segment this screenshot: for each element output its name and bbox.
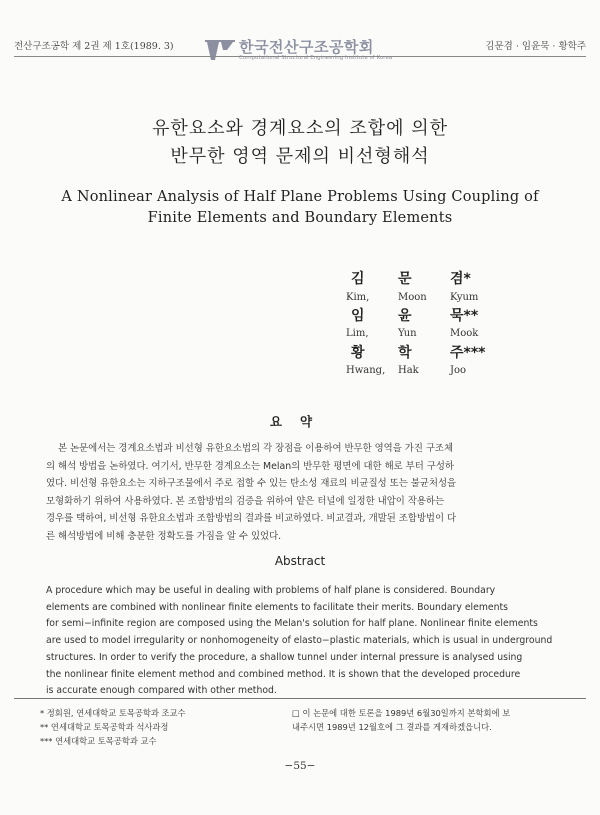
summary-line: 의 해석 방법을 논하였다. 여기서, 반무한 경계요소는 Melan의 반무한 평면에 대한 해로 부터 구성하 — [46, 460, 454, 472]
footnote-divider — [14, 698, 586, 699]
summary-line: 모형화하기 위하여 사용하였다. 본 조합방법의 검증을 위하여 얕은 터널에 일정한 내압이 작용하는 — [46, 495, 445, 507]
author-2-given2-korean: 묵** — [450, 308, 479, 324]
abstract-line: for semi−infinite region are composed using the Melan's solution for half plane. Nonlinear finite elements — [46, 618, 538, 630]
discussion-notice — [292, 706, 510, 734]
author-1-surname-english: Kim, — [346, 292, 370, 303]
header-divider — [14, 56, 586, 57]
author-1-surname-korean: 김 — [351, 271, 365, 287]
author-1-given1-korean: 문 — [398, 271, 412, 287]
summary-line: 경우를 택하여, 비선형 유한요소법과 조합방법의 결과를 비교하였다. 비교결과, 개발된 조합방법이 다 — [46, 513, 457, 525]
abstract-line: the nonlinear finite element method and combined method. It is shown that the developed procedure — [46, 668, 521, 680]
journal-citation: 전산구조공학 제 2권 제 1호(1989. 3) — [14, 41, 174, 52]
abstract-line: structures. In order to verify the procedure, a shallow tunnel under internal pressure is analysed using — [46, 651, 523, 663]
author-2-given2-english: Mook — [450, 328, 479, 339]
author-1-given2-english: Kyum — [450, 292, 479, 303]
affiliation-line: *** 연세대학교 토목공학과 교수 — [40, 736, 157, 746]
english-title-line-2: Finite Elements and Boundary Elements — [147, 210, 453, 226]
author-3-given2-english: Joo — [450, 365, 467, 376]
author-3-given1-english: Hak — [398, 365, 419, 376]
page-number: −55− — [284, 760, 316, 772]
author-3-given2-korean: 주*** — [450, 345, 486, 361]
author-3-surname-english: Hwang, — [346, 365, 386, 376]
author-2-surname-english: Lim, — [346, 328, 369, 339]
author-3-surname-korean: 황 — [351, 345, 365, 361]
summary-paragraph — [46, 440, 556, 546]
summary-heading: 요약 — [269, 414, 331, 429]
abstract-line: elements are combined with nonlinear finite elements to facilitate their merits. Boundary elements — [46, 601, 509, 613]
affiliation-line: * 정회원, 연세대학교 토목공학과 조교수 — [40, 708, 186, 718]
summary-line: 른 해석방법에 비해 충분한 정확도를 가짐을 알 수 있었다. — [46, 530, 282, 542]
summary-line: 였다. 비선형 유한요소는 지하구조물에서 주로 접할 수 있는 탄소성 재료의 비균질성 또는 불균처성을 — [46, 478, 457, 490]
abstract-line: is accurate enough compared with other method. — [46, 685, 277, 697]
abstract-line: A procedure which may be useful in dealing with problems of half plane is considered. Boundary — [46, 585, 496, 596]
korean-title-line-2: 반무한 영역 문제의 비선형해석 — [170, 146, 430, 167]
author-2-surname-korean: 임 — [351, 308, 365, 324]
korean-title-line-1: 유한요소와 경계요소의 조합에 의한 — [152, 118, 448, 139]
english-title-line-1: A Nonlinear Analysis of Half Plane Problems Using Coupling of — [61, 189, 539, 205]
author-affiliations — [40, 706, 186, 748]
notice-line: □ 이 논문에 대한 토론을 1989년 6월30일까지 본학회에 보 — [292, 708, 511, 718]
abstract-heading: Abstract — [274, 554, 326, 568]
author-1-given2-korean: 겸* — [450, 271, 471, 287]
author-1-given1-english: Moon — [398, 292, 427, 303]
society-name-korean: 한국전산구조공학회 — [239, 38, 374, 56]
notice-line: 내주시면 1989년 12월호에 그 결과를 게재하겠읍니다. — [292, 722, 492, 732]
abstract-line: are used to model irregularity or nonhomogeneity of elasto−plastic materials, which is usual in underground — [46, 635, 553, 647]
running-authors: 김문겸 · 임윤묵 · 황학주 — [485, 41, 586, 52]
author-2-given1-english: Yun — [398, 328, 417, 339]
author-3-given1-korean: 학 — [398, 345, 412, 361]
author-2-given1-korean: 윤 — [398, 308, 412, 324]
abstract-paragraph — [46, 583, 556, 700]
summary-line: 본 논문에서는 경계요소법과 비선형 유한요소법의 각 장점을 이용하여 반무한 영역을 가진 구조체 — [58, 443, 454, 454]
affiliation-line: ** 연세대학교 토목공학과 석사과정 — [40, 722, 169, 732]
society-logo — [205, 36, 405, 70]
society-logo-icon — [205, 38, 235, 62]
society-name-english: Computational Structural Engineering Institute of Korea — [239, 55, 393, 61]
